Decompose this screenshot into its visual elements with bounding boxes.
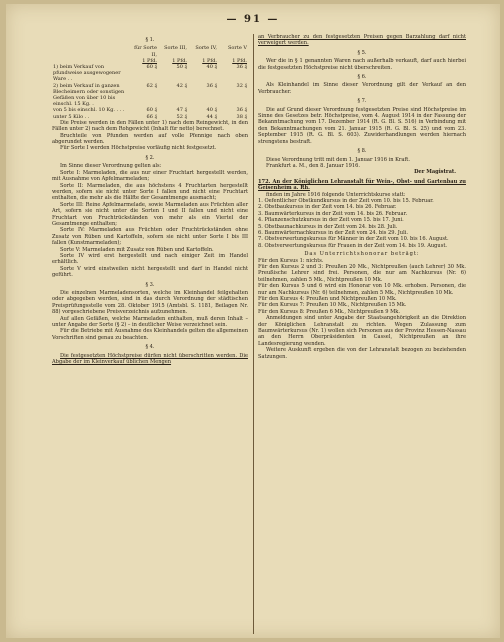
paragraph: Sorte V wird einstweilen nicht hergestellt und darf in Handel nicht geführt. <box>52 265 248 279</box>
left-column <box>52 34 248 365</box>
paragraph: Weitere Auskunft ergeben die von der Lehranstalt bezogen zu beziehenden Satzungen. <box>258 347 466 360</box>
table-cell: 62 ₰ <box>146 82 157 89</box>
table-unit-cell: 1 Pfd. <box>142 57 157 64</box>
list-item: 2. Obstbaukursus in der Zeit vom 14. bis 26. Februar. <box>258 204 397 211</box>
table-cell: 52 ₰ <box>176 113 187 120</box>
list-item: Für den Kursus 8: Preußen 6 Mk., Nichtpreußen 9 Mk. <box>258 308 401 315</box>
paragraph: Sorte II: Marmeladen, die aus höchstens 4 Fruchtarten hergestellt werden, sofern sie nicht unter Sorte I fallen und nicht eine Fruchtart enthalten, die mehr als die Hälfte der Gesamtmenge ausmacht; <box>52 182 248 202</box>
date-line: Frankfurt a. M., den 8. Januar 1916. <box>266 162 360 169</box>
list-item: Für den Kursus 4: Preußen und Nichtpreußen 10 Mk. <box>258 296 397 303</box>
list-item: Für den Kursus 2 und 3: Preußen 20 Mk., Nichtpreußen (auch Lehrer) 30 Mk. Preußische Lehrer sind frei. Personen, die nur am Nachkursus (Nr. 6) teilnehmen, zahlen 5 Mk., Nichtpreußen 10 Mk. <box>258 264 466 283</box>
table-cell: 66 ₰ <box>146 113 157 120</box>
paragraph: finden im Jahre 1916 folgende Unterrichtskurse statt: <box>266 191 406 198</box>
paragraph: Die festgesetzten Höchstpreise dürfen nicht überschritten werden. Die Abgabe der im Kleinverkauf üblichen Mengen <box>52 352 248 366</box>
table-cell: 60 ₰ <box>146 64 157 71</box>
honorar-heading: Das Unterrichtshonorar beträgt: <box>304 251 420 258</box>
paragraph: Wer die in § 1 genannten Waren nach außerhalb verkauft, darf auch hierbei die festgesetzten Höchstpreise nicht überschreiten. <box>258 58 466 71</box>
table-unit-cell: 1 Pfd. <box>202 57 217 64</box>
table-header-row <box>52 45 248 57</box>
table-cell: 44 ₰ <box>206 113 217 120</box>
list-item: 3. Baumwärterkursus in der Zeit vom 14. bis 26. Februar. <box>258 210 408 217</box>
column-divider <box>253 34 254 634</box>
paragraph: Sorte III: Reine Apfelmarmelade, sowie Marmeladen aus Früchten aller Art, sofern sie nicht unter die Sorten I und II fallen und nicht eine Fruchtart von Fruchtrückständen von mehr als ein Viertel der Gesamtmenge enthalten; <box>52 201 248 227</box>
paragraph: Die auf Grund dieser Verordnung festgesetzten Preise sind Höchstpreise im Sinne des Gesetzes betr. Höchstpreise, vom 4. August 1914 in der Fassung der Bekanntmachung vom 17. Dezember 1914 (R. G. Bl. S. 516) in Verbindung mit den Bekanntmachungen vom 21. Januar 1915 (R. G. Bl. S. 25) und vom 23. September 1915 (R. G. Bl. S. 603). Zuwiderhandlungen werden hiernach strengstens bestraft. <box>258 106 466 145</box>
paragraph: Diese Verordnung tritt mit dem 1. Januar 1916 in Kraft. <box>266 156 410 163</box>
paragraph: Sorte IV wird erst hergestellt und nach einiger Zeit im Handel erhältlich. <box>52 252 248 266</box>
table-header-cell: für Sorte II, <box>134 45 157 58</box>
section-5-heading: § 5. <box>357 49 367 56</box>
table-cell: 40 ₰ <box>206 107 217 114</box>
table-row <box>52 64 248 83</box>
table-cell: 40 ₰ <box>206 64 217 71</box>
list-item: Für den Kursus 7: Preußen 10 Mk., Nichtpreußen 15 Mk. <box>258 302 407 309</box>
table-unit-cell: 1 Pfd. <box>232 57 247 64</box>
list-item: Für den Kursus 1: nichts. <box>258 257 324 264</box>
paragraph: Für die Betriebe mit Ausnahme des Kleinhandels gelten die allgemeinen Vorschriften sind genau zu beachten. <box>52 328 248 341</box>
table-cell: 47 ₰ <box>176 107 187 114</box>
paragraph: Für Sorte I werden Höchstpreise vorläufig nicht festgesetzt. <box>60 145 217 152</box>
section-8-heading: § 8. <box>357 148 367 155</box>
table-cell: 36 ₰ <box>206 82 217 89</box>
right-column <box>258 34 466 360</box>
list-item: 6. Baumwärternachkursus in der Zeit vom 24. bis 29. Juli. <box>258 229 408 236</box>
document-page <box>6 4 500 638</box>
paragraph: Die Preise werden in den Fällen unter 1) nach dem Reingewicht, in den Fällen unter 2) nach dem Rohgewicht (Inhalt für netto) berechnet. <box>52 119 248 133</box>
table-row-label: 2) beim Verkauf in ganzen Blecheimern oder sonstigen Gefäßen von über 10 bis einschl. 15 Kg. . <box>53 82 125 108</box>
table-header-cell: Sorte IV, <box>195 45 217 52</box>
paragraph: Sorte IV: Marmeladen aus Früchten oder Fruchtrückständen ohne Zusatz von Rüben und Kartoffeln, sofern sie nicht unter Sorte I bis III fallen (Kunstmarmeladen); <box>52 227 248 247</box>
list-item: 1. Oefentlicher Obstkundkursus in der Zeit vom 10. bis 15. Februar. <box>258 197 434 204</box>
paragraph: Als Kleinhandel im Sinne dieser Verordnung gilt der Verkauf an den Verbraucher. <box>258 82 466 95</box>
list-item: 4. Pflanzenschutzkursus in der Zeit vom 15. bis 17. Juni. <box>258 217 404 224</box>
paragraph: Bruchteile von Pfunden werden auf volle Pfennige nach oben abgerundet werden. <box>52 132 248 146</box>
table-row-label: unter 5 Kilo . . <box>53 113 90 120</box>
table-cell: 36 ₰ <box>236 64 247 71</box>
paragraph: Die einzelnen Marmeladensorten, welche im Kleinhandel feilgehalten oder abgegeben werden, sind in das durch Verordnung der städtischen Preisprüfungsstelle vom 28. Oktober 1915 (Amtsbl. S. 1181, Beilagen Nr. 88) vorgeschriebene Preisverzeichnis aufzunehmen. <box>52 290 248 316</box>
item-heading: 172. An der Königlichen Lehranstalt für Wein-, Obst- und Gartenbau zu Geisenheim a. Rh. <box>258 178 466 192</box>
table-unit-cell: 1 Pfd. <box>172 57 187 64</box>
paragraph: Auf allen Gefäßen, welche Marmeladen enthalten, muß deren Inhalt – unter Angabe der Sorte (§ 2) – in deutlicher Weise verzeichnet sein. <box>52 315 248 329</box>
list-item: 7. Obstverwertungskursus für Männer in der Zeit vom 10. bis 16. August. <box>258 236 449 243</box>
table-header-cell: Sorte V <box>228 45 247 52</box>
paragraph: an Verbraucher zu den festgesetzten Preisen gegen Barzahlung darf nicht verweigert werden. <box>258 34 466 47</box>
section-1-heading: § 1. <box>145 37 155 43</box>
table-row-label: 1) beim Verkauf von pfundweise ausgewogener Ware . . <box>53 64 121 83</box>
paragraph: Im Sinne dieser Verordnung gelten als: <box>60 163 162 170</box>
section-7-heading: § 7. <box>357 98 367 105</box>
table-cell: 42 ₰ <box>176 82 187 89</box>
signature: Der Magistrat. <box>414 169 456 176</box>
list-item: 5. Obstbaunachkursus in der Zeit vom 24. bis 28. Juli. <box>258 223 398 230</box>
section-4-heading: § 4. <box>145 344 155 351</box>
paragraph: Anmeldungen sind unter Angabe der Staatsangehörigkeit an die Direktion der Königlichen Lehranstalt zu richten. Wegen Zulassung zum Baumwärterkursus (Nr. 1) wollen sich Personen aus der Provinz Hessen-Nassau an den Herrn Oberpräsidenten in Cassel, Nichtpreußen an ihre Landesregierung wenden. <box>258 315 466 347</box>
table-cell: 36 ₰ <box>236 107 247 114</box>
section-2-heading: § 2. <box>145 154 155 161</box>
paragraph: Sorte V: Marmeladen mit Zusatz von Rüben und Kartoffeln. <box>60 246 214 253</box>
table-row <box>52 83 248 108</box>
table-header-cell: Sorte III, <box>164 45 187 52</box>
paragraph: Sorte I: Marmeladen, die aus nur einer Fruchtart hergestellt werden, mit Ausnahme von Apfelmarmeladen; <box>52 169 248 183</box>
table-row-label: von 5 bis einschl. 10 Kg. . . . <box>53 107 125 114</box>
table-cell: 32 ₰ <box>236 82 247 89</box>
list-item: Für den Kursus 5 und 6 wird ein Honorar von 10 Mk. erhoben. Personen, die nur am Nachkursus (Nr. 6) teilnehmen, zahlen 5 Mk., Nichtpreußen 10 Mk. <box>258 283 466 296</box>
page-number: — 91 — <box>226 14 280 25</box>
table-cell: 50 ₰ <box>176 64 187 71</box>
price-table <box>52 45 248 119</box>
table-cell: 60 ₰ <box>146 107 157 114</box>
list-item: 8. Obstverwertungskursus für Frauen in der Zeit vom 14. bis 19. August. <box>258 242 447 249</box>
section-3-heading: § 3. <box>145 281 155 288</box>
section-6-heading: § 6. <box>357 74 367 81</box>
table-cell: 38 ₰ <box>236 113 247 120</box>
